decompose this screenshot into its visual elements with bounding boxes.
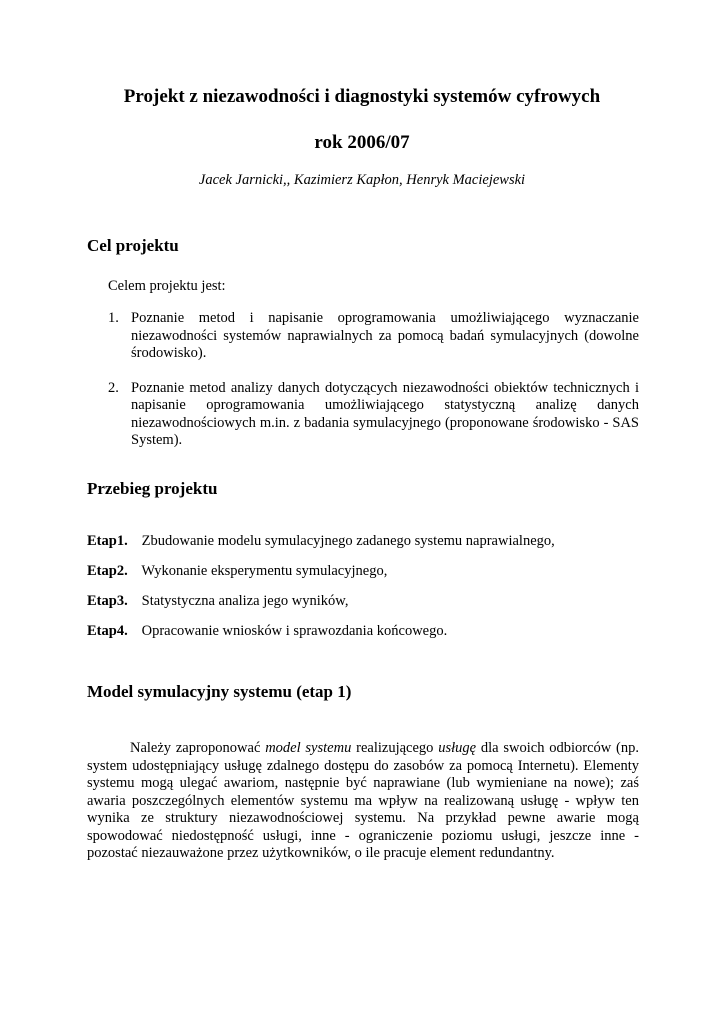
list-item-text: Poznanie metod analizy danych dotyczących niezawodności obiektów technicznych i napisanie oprogramowania umożliwiającego statystyczną analizę danych niezawodnościowych m.in. z badania symulacyjnego (proponowane środowisko - SAS System). <box>131 379 639 448</box>
model-paragraph <box>87 740 639 863</box>
list-item <box>87 593 555 623</box>
list-item <box>108 380 639 450</box>
document-title: Projekt z niezawodności i diagnostyki systemów cyfrowych <box>123 86 601 107</box>
stage-text: Opracowanie wniosków i sprawozdania końcowego. <box>141 623 448 639</box>
stage-list <box>87 533 555 653</box>
list-item <box>87 563 555 593</box>
stage-code: Etap2. <box>87 563 128 579</box>
list-item-number: 1. <box>108 310 119 326</box>
stage-text: Statystyczna analiza jego wyników, <box>141 593 349 609</box>
document-authors: Jacek Jarnicki,, Kazimierz Kapłon, Henryk Maciejewski <box>198 172 526 188</box>
goal-list <box>108 310 639 450</box>
list-item <box>108 310 639 363</box>
list-item-number: 2. <box>108 379 119 396</box>
paragraph-text: Należy zaproponować <box>130 740 266 756</box>
goal-intro: Celem projektu jest: <box>108 278 226 294</box>
list-item <box>87 533 555 563</box>
stage-text: Wykonanie eksperymentu symulacyjnego, <box>141 563 388 579</box>
paragraph-text: realizującego <box>351 740 439 756</box>
section-heading-model: Model symulacyjny systemu (etap 1) <box>87 682 352 701</box>
document-year: rok 2006/07 <box>314 132 410 153</box>
stage-text: Zbudowanie modelu symulacyjnego zadanego systemu naprawialnego, <box>141 533 555 549</box>
list-item <box>87 623 555 653</box>
stage-code: Etap1. <box>87 533 128 549</box>
list-item-text: Poznanie metod i napisanie oprogramowania umożliwiającego wyznaczanie niezawodności systemów naprawialnych za pomocą badań symulacyjnych (dowolne środowisko). <box>131 310 639 361</box>
emphasis-text: usługę <box>438 740 477 756</box>
paragraph-text: dla swoich odbiorców (np. system udostępniający usługę zdalnego dostępu do zasobów za pomocą Internetu). Elementy systemu mogą ulegać awariom, następnie być naprawiane (lub wymieniane na nowe); zaś awaria poszczególnych elementów systemu ma wpływ na realizowaną usługę - wpływ ten wynika ze struktury niezawodnościowej systemu. Na przykład pewne awarie mogą spowodować niedostępność usługi, inne - ograniczenie poziomu usługi, jeszcze inne - pozostać niezauważone przez użytkowników, o ile pracuje element redundantny. <box>87 740 639 861</box>
section-heading-course: Przebieg projektu <box>87 479 218 498</box>
stage-code: Etap4. <box>87 623 128 639</box>
section-heading-goal: Cel projektu <box>87 236 179 255</box>
emphasis-text: model systemu <box>265 740 352 756</box>
stage-code: Etap3. <box>87 593 128 609</box>
